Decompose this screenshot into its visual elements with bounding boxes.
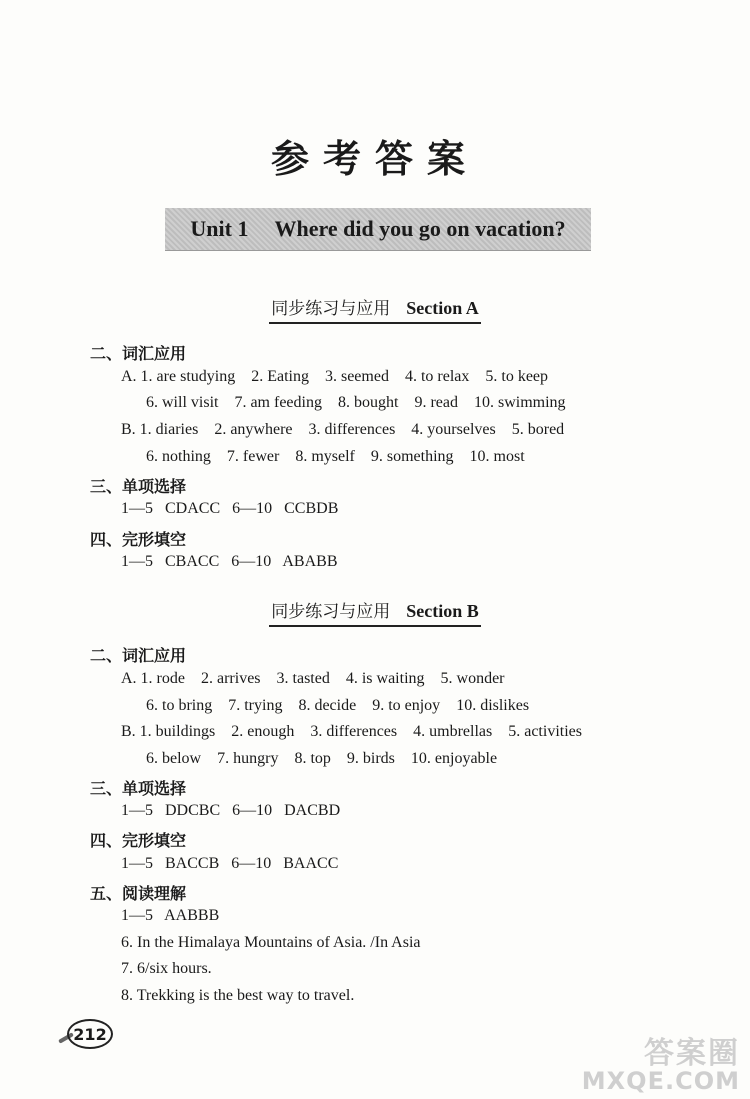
answer-item: 6. to bring <box>146 697 213 714</box>
answer-item: 5. activities <box>508 723 582 740</box>
answer-item: 3. tasted <box>276 670 330 687</box>
section-b-heading <box>0 597 750 627</box>
answer-item: 9. birds <box>346 750 395 767</box>
answer-item: 3. seemed <box>324 368 389 385</box>
section-a-single-heading: 三、单项选择 <box>90 477 187 496</box>
section-b-vocab-a-line-2 <box>146 697 541 715</box>
section-b-single-heading: 三、单项选择 <box>90 779 187 798</box>
answer-item: 5. to keep <box>485 368 549 385</box>
answer-item: 4. yourselves <box>411 421 496 438</box>
answer-item: 2. anywhere <box>214 421 293 438</box>
section-a-heading-en: Section A <box>406 298 479 318</box>
section-b-cloze-answer: 1—5 BACCB 6—10 BAACC <box>121 855 339 872</box>
section-b-reading-line-3: 7. 6/six hours. <box>121 960 212 977</box>
answer-item: 10. enjoyable <box>410 750 498 767</box>
section-b-reading-heading: 五、阅读理解 <box>90 884 187 903</box>
answer-item: 5. wonder <box>440 670 505 687</box>
answer-item: 7. am feeding <box>234 394 322 411</box>
answer-item: 3. differences <box>310 723 398 740</box>
section-b-single-answer: 1—5 DDCBC 6—10 DACBD <box>121 802 341 819</box>
section-b-vocab-a-line-1 <box>121 670 517 688</box>
section-b-heading-en: Section B <box>406 601 479 621</box>
answer-item: 6. nothing <box>146 448 211 465</box>
page-title: 参考答案 <box>270 136 479 181</box>
section-b-reading-line-1: 1—5 AABBB <box>121 907 220 924</box>
answer-item: 9. something <box>370 448 454 465</box>
answer-item: B. 1. buildings <box>121 723 216 740</box>
unit-banner <box>165 208 591 250</box>
section-a-vocab-b-line-2 <box>146 448 537 466</box>
unit-label: Unit 1 <box>190 216 249 241</box>
answer-item: 7. hungry <box>217 750 279 767</box>
section-b-heading-zh: 同步练习与应用 <box>271 602 391 622</box>
answer-item: 2. Eating <box>251 368 309 385</box>
page-number: 212 <box>67 1019 113 1049</box>
answer-item: 4. to relax <box>404 368 470 385</box>
answer-item: 8. bought <box>337 394 399 411</box>
section-a-vocab-b-line-1 <box>121 421 576 439</box>
answer-item: 7. trying <box>228 697 283 714</box>
section-a-single-answer: 1—5 CDACC 6—10 CCBDB <box>121 500 339 517</box>
answer-item: 10. most <box>469 448 525 465</box>
answer-item: 2. arrives <box>200 670 261 687</box>
section-b-vocab-b-line-2 <box>146 750 509 768</box>
answer-item: 8. myself <box>295 448 355 465</box>
answer-item: 9. to enjoy <box>372 697 441 714</box>
answer-item: 6. will visit <box>146 394 219 411</box>
watermark <box>581 1036 740 1095</box>
section-a-heading-zh: 同步练习与应用 <box>271 299 391 319</box>
unit-name: Where did you go on vacation? <box>274 216 566 241</box>
section-b-reading-line-2: 6. In the Himalaya Mountains of Asia. /In Asia <box>121 934 421 951</box>
answer-item: 5. bored <box>511 421 565 438</box>
section-b-vocab-b-line-1 <box>121 723 594 741</box>
answer-item: 7. fewer <box>226 448 280 465</box>
section-a-cloze-answer: 1—5 CBACC 6—10 ABABB <box>121 553 338 570</box>
section-a-heading <box>0 294 750 324</box>
section-b-vocab-heading: 二、词汇应用 <box>90 646 187 665</box>
answer-item: 3. differences <box>308 421 396 438</box>
answer-item: 9. read <box>414 394 458 411</box>
answer-item: B. 1. diaries <box>121 421 199 438</box>
answer-item: 2. enough <box>231 723 295 740</box>
answer-item: A. 1. rode <box>121 670 185 687</box>
watermark-line-1: 答案圈 <box>644 1036 740 1071</box>
section-a-vocab-a-line-1 <box>121 368 560 386</box>
section-a-vocab-a-line-2 <box>146 394 578 412</box>
answer-item: 8. top <box>294 750 331 767</box>
section-b-reading-line-4: 8. Trekking is the best way to travel. <box>121 987 355 1004</box>
section-b-cloze-heading: 四、完形填空 <box>90 831 187 850</box>
answer-item: 4. is waiting <box>345 670 425 687</box>
answer-item: 6. below <box>146 750 202 767</box>
answer-item: A. 1. are studying <box>121 368 236 385</box>
answer-item: 8. decide <box>298 697 357 714</box>
answer-item: 10. swimming <box>473 394 566 411</box>
section-a-cloze-heading: 四、完形填空 <box>90 530 187 549</box>
watermark-line-2: MXQE.COM <box>581 1067 740 1095</box>
answer-item: 10. dislikes <box>456 697 530 714</box>
section-a-vocab-heading: 二、词汇应用 <box>90 344 187 363</box>
answer-item: 4. umbrellas <box>413 723 493 740</box>
